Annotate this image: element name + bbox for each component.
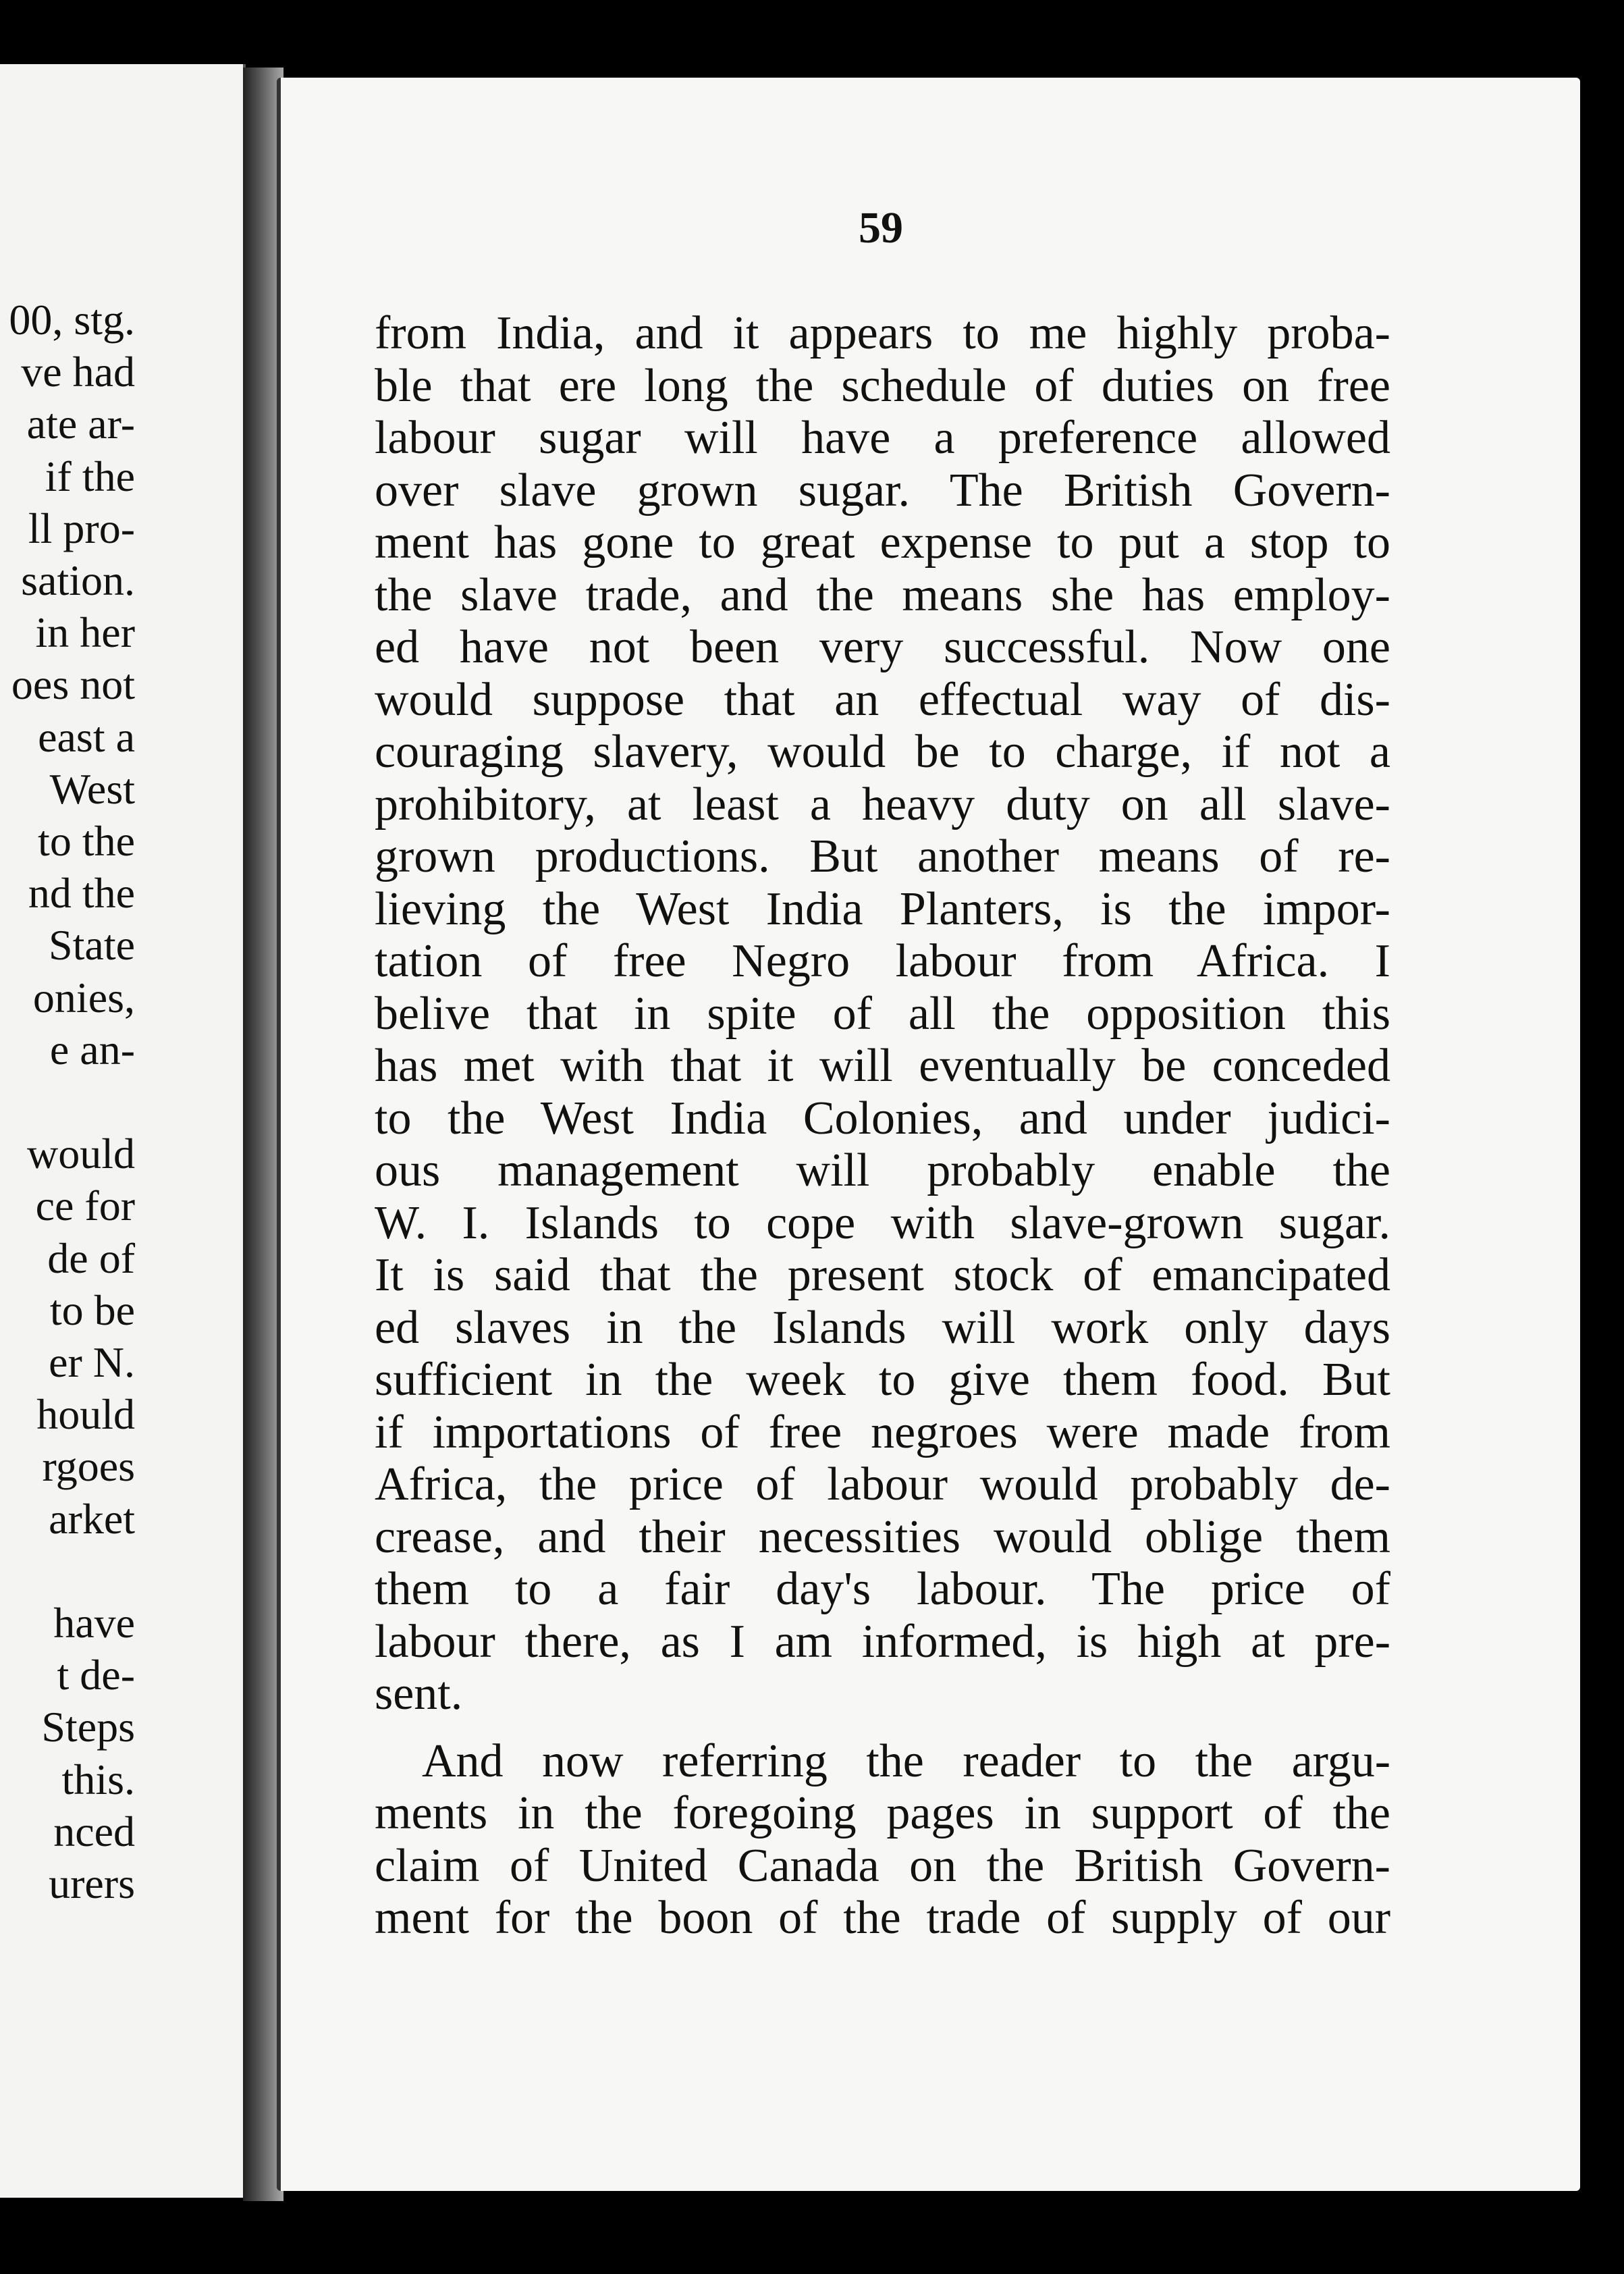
- left-page-line: to be: [49, 1286, 135, 1334]
- text-line: the slave trade, and the means she has employ-: [375, 568, 1390, 621]
- left-page-line: sation.: [21, 556, 135, 605]
- left-page-line: t de-: [57, 1651, 135, 1699]
- text-line: tation of free Negro labour from Africa. I: [375, 935, 1390, 987]
- text-line: belive that in spite of all the opposition this: [375, 987, 1390, 1040]
- left-page-line: have: [53, 1599, 135, 1647]
- text-line: ment has gone to great expense to put a stop to: [375, 517, 1390, 568]
- text-line: crease, and their necessities would oblige them: [375, 1510, 1390, 1563]
- paragraph-1: [375, 307, 1390, 1720]
- left-page-line: this.: [61, 1755, 135, 1803]
- body-text: [375, 307, 1390, 1945]
- text-line: over slave grown sugar. The British Govern-: [375, 464, 1390, 517]
- left-page-line: ll pro-: [28, 504, 135, 552]
- left-page-line: West: [49, 764, 135, 813]
- page-number: 59: [859, 203, 903, 253]
- text-line: if importations of free negroes were made from: [375, 1406, 1390, 1458]
- left-page-line: arket: [49, 1494, 135, 1543]
- left-page-line: would: [27, 1130, 135, 1178]
- text-line: would suppose that an effectual way of dis-: [375, 673, 1390, 726]
- left-page-line: in her: [35, 608, 135, 657]
- text-line: ble that ere long the schedule of duties on free: [375, 359, 1390, 412]
- left-page-line: ate ar-: [26, 400, 135, 448]
- text-line: lieving the West India Planters, is the impor-: [375, 882, 1390, 935]
- text-line: prohibitory, at least a heavy duty on all slave-: [375, 778, 1390, 830]
- text-line: And now referring the reader to the argu-: [422, 1735, 1390, 1787]
- left-page-line: urers: [49, 1859, 135, 1908]
- left-page-line: e an-: [49, 1025, 135, 1074]
- text-line: labour sugar will have a preference allowed: [375, 412, 1390, 464]
- text-line: ment for the boon of the trade of supply of our: [375, 1892, 1390, 1944]
- text-line: ments in the foregoing pages in support of the: [375, 1787, 1390, 1839]
- left-page-line: to the: [38, 817, 135, 866]
- left-page-line: nced: [53, 1807, 135, 1855]
- left-facing-page: [0, 64, 246, 2198]
- left-page-text: [0, 294, 135, 1909]
- left-page-line: east a: [38, 712, 135, 761]
- left-page-line: nd the: [28, 869, 135, 918]
- left-page-line: rgoes: [42, 1442, 135, 1491]
- text-line: sent.: [375, 1668, 463, 1720]
- left-page-line: Steps: [41, 1703, 135, 1751]
- text-line: couraging slavery, would be to charge, if not a: [375, 726, 1390, 778]
- left-page-line: er N.: [49, 1338, 135, 1387]
- text-line: ed slaves in the Islands will work only days: [375, 1301, 1390, 1354]
- text-line: ed have not been very successful. Now one: [375, 621, 1390, 673]
- text-line: labour there, as I am informed, is high at pre-: [375, 1615, 1390, 1668]
- text-line: sufficient in the week to give them food. But: [375, 1354, 1390, 1406]
- text-line: claim of United Canada on the British Govern-: [375, 1839, 1390, 1892]
- left-page-line: de of: [47, 1234, 135, 1282]
- text-line: Africa, the price of labour would probably de-: [375, 1458, 1390, 1510]
- text-line: W. I. Islands to cope with slave-grown sugar.: [375, 1196, 1390, 1249]
- paragraph-2: [375, 1735, 1390, 1945]
- left-page-line: [0, 1545, 135, 1597]
- left-page-line: onies,: [32, 973, 135, 1022]
- text-line: from India, and it appears to me highly proba-: [375, 307, 1390, 359]
- left-page-line: [0, 1076, 135, 1128]
- text-line: to the West India Colonies, and under judici-: [375, 1092, 1390, 1144]
- left-page-line: ve had: [21, 348, 135, 396]
- left-page-line: oes not: [11, 660, 135, 709]
- left-page-line: ce for: [35, 1182, 135, 1230]
- text-line: grown productions. But another means of re-: [375, 830, 1390, 882]
- text-line: has met with that it will eventually be conceded: [375, 1040, 1390, 1092]
- text-line: It is said that the present stock of emancipated: [375, 1249, 1390, 1301]
- left-page-line: hould: [36, 1390, 135, 1439]
- left-page-line: 00, stg.: [9, 296, 135, 344]
- text-line: them to a fair day's labour. The price of: [375, 1563, 1390, 1615]
- left-page-line: if the: [45, 452, 135, 500]
- text-line: ous management will probably enable the: [375, 1144, 1390, 1196]
- left-page-line: State: [49, 921, 135, 970]
